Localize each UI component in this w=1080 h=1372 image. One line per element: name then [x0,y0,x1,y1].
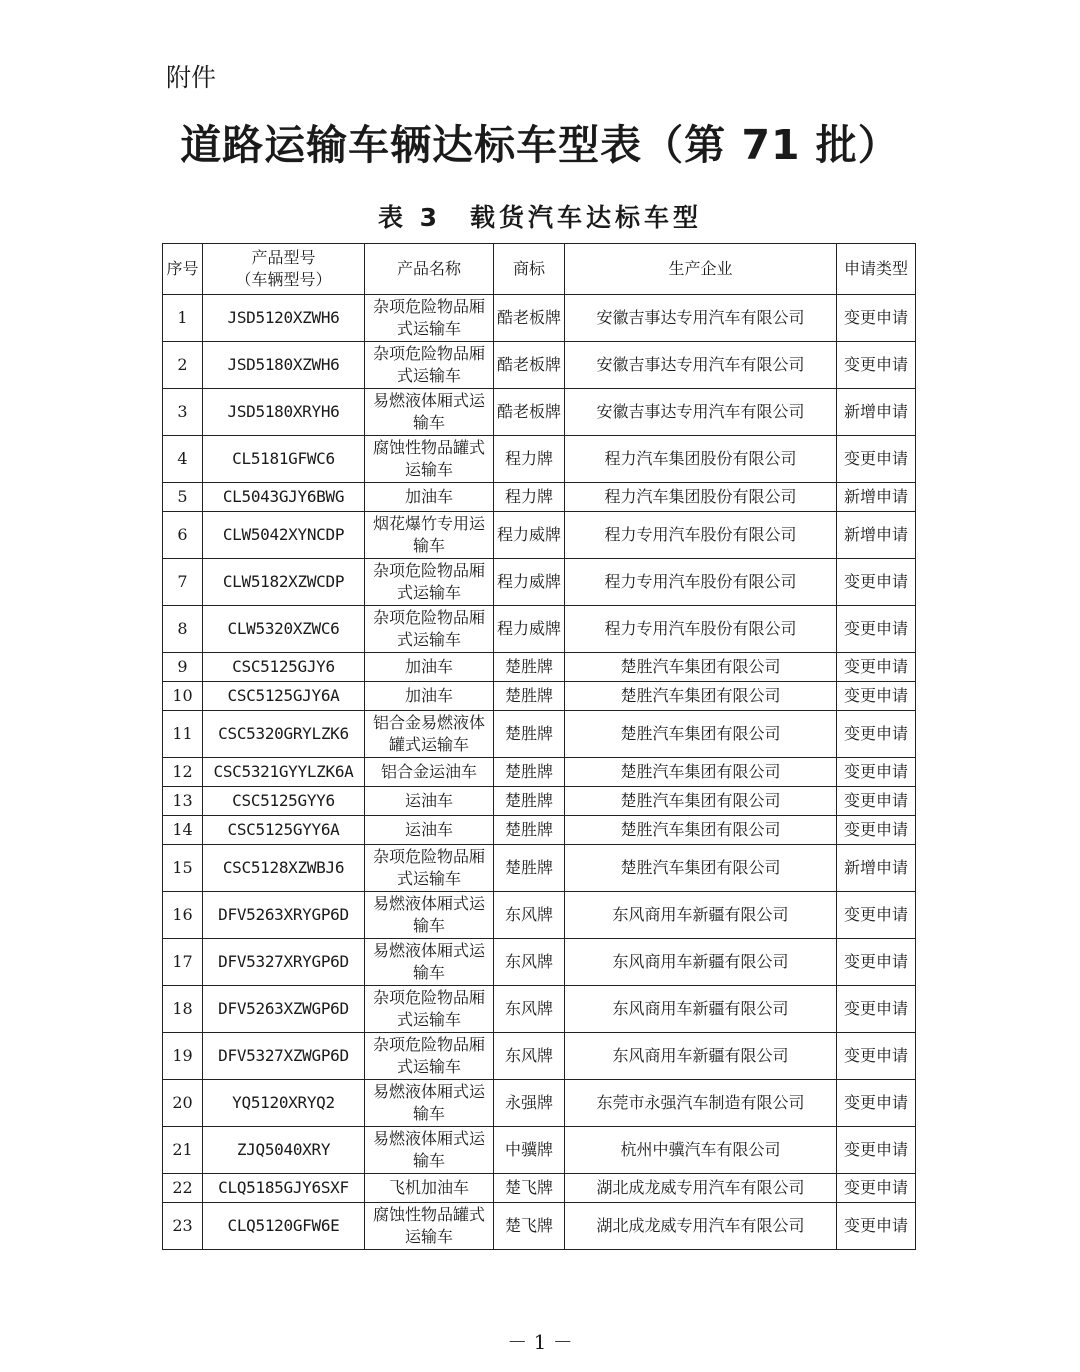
cell-model: JSD5180XZWH6 [203,342,365,389]
cell-brand: 东风牌 [494,986,565,1033]
cell-no: 22 [163,1174,203,1203]
cell-model: CSC5125GJY6A [203,682,365,711]
table-row [163,1080,916,1127]
cell-no: 19 [163,1033,203,1080]
cell-brand: 楚胜牌 [494,711,565,758]
table-row [163,389,916,436]
header-model-line1: 产品型号 [251,248,316,267]
table-row [163,1174,916,1203]
cell-name: 运油车 [365,787,494,816]
table-row [163,816,916,845]
table-row [163,758,916,787]
cell-model: CLW5320XZWC6 [203,606,365,653]
cell-type: 变更申请 [837,787,916,816]
cell-brand: 楚胜牌 [494,845,565,892]
table-row [163,559,916,606]
cell-model: DFV5263XRYGP6D [203,892,365,939]
cell-no: 6 [163,512,203,559]
table-row [163,892,916,939]
cell-type: 新增申请 [837,845,916,892]
table-row [163,295,916,342]
cell-name: 铝合金运油车 [365,758,494,787]
cell-brand: 东风牌 [494,892,565,939]
cell-type: 变更申请 [837,653,916,682]
cell-model: CSC5320GRYLZK6 [203,711,365,758]
cell-no: 21 [163,1127,203,1174]
table-body [163,295,916,1250]
cell-model: JSD5180XRYH6 [203,389,365,436]
vehicle-table [162,243,916,1250]
table-row [163,483,916,512]
cell-maker: 东风商用车新疆有限公司 [565,986,837,1033]
cell-brand: 楚胜牌 [494,682,565,711]
cell-model: CSC5321GYYLZK6A [203,758,365,787]
cell-brand: 中骥牌 [494,1127,565,1174]
table-row [163,342,916,389]
table-row [163,1033,916,1080]
cell-type: 变更申请 [837,1080,916,1127]
cell-no: 18 [163,986,203,1033]
cell-type: 变更申请 [837,1127,916,1174]
cell-no: 7 [163,559,203,606]
cell-type: 变更申请 [837,342,916,389]
cell-brand: 楚胜牌 [494,816,565,845]
cell-brand: 楚胜牌 [494,758,565,787]
cell-model: CLW5042XYNCDP [203,512,365,559]
cell-no: 1 [163,295,203,342]
cell-maker: 安徽吉事达专用汽车有限公司 [565,389,837,436]
cell-type: 变更申请 [837,711,916,758]
cell-brand: 程力牌 [494,436,565,483]
cell-maker: 安徽吉事达专用汽车有限公司 [565,342,837,389]
cell-type: 变更申请 [837,892,916,939]
cell-brand: 楚飞牌 [494,1203,565,1250]
cell-no: 2 [163,342,203,389]
cell-name: 腐蚀性物品罐式运输车 [365,436,494,483]
cell-model: YQ5120XRYQ2 [203,1080,365,1127]
cell-maker: 东莞市永强汽车制造有限公司 [565,1080,837,1127]
cell-name: 腐蚀性物品罐式运输车 [365,1203,494,1250]
cell-type: 变更申请 [837,1033,916,1080]
cell-maker: 楚胜汽车集团有限公司 [565,682,837,711]
cell-model: CL5181GFWC6 [203,436,365,483]
cell-maker: 程力汽车集团股份有限公司 [565,483,837,512]
table-row [163,653,916,682]
cell-model: JSD5120XZWH6 [203,295,365,342]
cell-model: DFV5263XZWGP6D [203,986,365,1033]
cell-maker: 楚胜汽车集团有限公司 [565,845,837,892]
cell-name: 运油车 [365,816,494,845]
cell-maker: 楚胜汽车集团有限公司 [565,758,837,787]
cell-type: 变更申请 [837,436,916,483]
cell-brand: 楚胜牌 [494,653,565,682]
header-name: 产品名称 [365,244,494,295]
cell-no: 10 [163,682,203,711]
page-number: － 1 － [507,1330,573,1354]
table-row [163,711,916,758]
cell-maker: 东风商用车新疆有限公司 [565,939,837,986]
cell-name: 加油车 [365,653,494,682]
header-no: 序号 [163,244,203,295]
cell-type: 变更申请 [837,559,916,606]
cell-maker: 楚胜汽车集团有限公司 [565,816,837,845]
cell-model: CSC5125GYY6A [203,816,365,845]
header-type: 申请类型 [837,244,916,295]
cell-model: CSC5125GJY6 [203,653,365,682]
cell-type: 变更申请 [837,986,916,1033]
cell-name: 加油车 [365,483,494,512]
cell-model: CSC5125GYY6 [203,787,365,816]
cell-maker: 程力专用汽车股份有限公司 [565,512,837,559]
cell-name: 铝合金易燃液体罐式运输车 [365,711,494,758]
header-model [203,244,365,295]
cell-maker: 程力专用汽车股份有限公司 [565,606,837,653]
table-row [163,436,916,483]
cell-type: 新增申请 [837,512,916,559]
cell-no: 16 [163,892,203,939]
cell-type: 变更申请 [837,1203,916,1250]
cell-name: 易燃液体厢式运输车 [365,1127,494,1174]
cell-name: 杂项危险物品厢式运输车 [365,342,494,389]
cell-name: 易燃液体厢式运输车 [365,892,494,939]
table-row [163,939,916,986]
cell-maker: 安徽吉事达专用汽车有限公司 [565,295,837,342]
cell-type: 变更申请 [837,295,916,342]
cell-model: CL5043GJY6BWG [203,483,365,512]
cell-maker: 楚胜汽车集团有限公司 [565,711,837,758]
table-title: 表 3 载货汽车达标车型 [377,203,703,232]
table-row [163,606,916,653]
cell-brand: 酷老板牌 [494,389,565,436]
table-header-row [163,244,916,295]
cell-type: 新增申请 [837,483,916,512]
cell-model: DFV5327XRYGP6D [203,939,365,986]
cell-model: CSC5128XZWBJ6 [203,845,365,892]
cell-type: 变更申请 [837,682,916,711]
cell-brand: 东风牌 [494,939,565,986]
cell-model: CLQ5120GFW6E [203,1203,365,1250]
cell-no: 17 [163,939,203,986]
cell-name: 杂项危险物品厢式运输车 [365,606,494,653]
cell-name: 加油车 [365,682,494,711]
cell-maker: 程力汽车集团股份有限公司 [565,436,837,483]
cell-name: 杂项危险物品厢式运输车 [365,986,494,1033]
cell-model: CLW5182XZWCDP [203,559,365,606]
header-model-line2: （车辆型号） [235,270,332,289]
cell-no: 5 [163,483,203,512]
cell-brand: 东风牌 [494,1033,565,1080]
document-title: 道路运输车辆达标车型表（第 71 批） [180,121,900,169]
cell-maker: 湖北成龙威专用汽车有限公司 [565,1174,837,1203]
cell-brand: 酷老板牌 [494,295,565,342]
table-row [163,1203,916,1250]
cell-no: 12 [163,758,203,787]
cell-model: CLQ5185GJY6SXF [203,1174,365,1203]
cell-type: 变更申请 [837,816,916,845]
cell-brand: 程力威牌 [494,559,565,606]
table-row [163,512,916,559]
cell-brand: 程力威牌 [494,606,565,653]
table-row [163,986,916,1033]
header-maker: 生产企业 [565,244,837,295]
cell-type: 新增申请 [837,389,916,436]
cell-name: 烟花爆竹专用运输车 [365,512,494,559]
cell-name: 杂项危险物品厢式运输车 [365,559,494,606]
cell-no: 14 [163,816,203,845]
table-row [163,845,916,892]
cell-maker: 楚胜汽车集团有限公司 [565,653,837,682]
cell-maker: 东风商用车新疆有限公司 [565,892,837,939]
cell-no: 4 [163,436,203,483]
cell-name: 易燃液体厢式运输车 [365,939,494,986]
cell-type: 变更申请 [837,939,916,986]
cell-maker: 楚胜汽车集团有限公司 [565,787,837,816]
table-row [163,1127,916,1174]
cell-brand: 酷老板牌 [494,342,565,389]
cell-no: 3 [163,389,203,436]
cell-no: 15 [163,845,203,892]
cell-type: 变更申请 [837,758,916,787]
cell-name: 杂项危险物品厢式运输车 [365,1033,494,1080]
cell-no: 20 [163,1080,203,1127]
cell-name: 杂项危险物品厢式运输车 [365,845,494,892]
cell-name: 易燃液体厢式运输车 [365,389,494,436]
cell-maker: 东风商用车新疆有限公司 [565,1033,837,1080]
cell-type: 变更申请 [837,606,916,653]
cell-no: 23 [163,1203,203,1250]
header-brand: 商标 [494,244,565,295]
table-row [163,787,916,816]
cell-name: 飞机加油车 [365,1174,494,1203]
cell-name: 杂项危险物品厢式运输车 [365,295,494,342]
cell-no: 11 [163,711,203,758]
cell-no: 13 [163,787,203,816]
cell-name: 易燃液体厢式运输车 [365,1080,494,1127]
cell-model: DFV5327XZWGP6D [203,1033,365,1080]
cell-model: ZJQ5040XRY [203,1127,365,1174]
cell-brand: 程力牌 [494,483,565,512]
table-row [163,682,916,711]
cell-maker: 湖北成龙威专用汽车有限公司 [565,1203,837,1250]
attachment-label: 附件 [166,63,217,92]
cell-brand: 程力威牌 [494,512,565,559]
cell-no: 9 [163,653,203,682]
cell-no: 8 [163,606,203,653]
cell-maker: 杭州中骥汽车有限公司 [565,1127,837,1174]
cell-type: 变更申请 [837,1174,916,1203]
cell-brand: 楚胜牌 [494,787,565,816]
cell-brand: 永强牌 [494,1080,565,1127]
cell-brand: 楚飞牌 [494,1174,565,1203]
cell-maker: 程力专用汽车股份有限公司 [565,559,837,606]
